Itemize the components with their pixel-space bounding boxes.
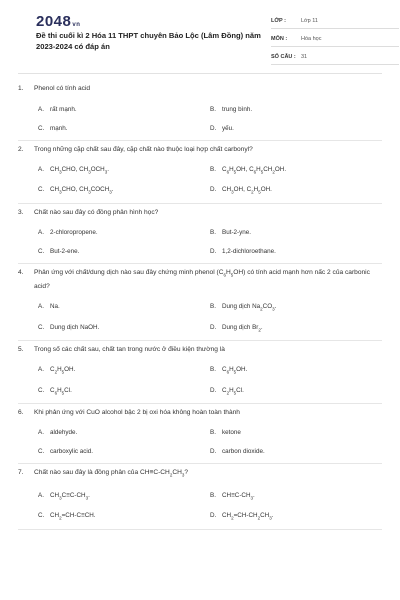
- option-text: $CH_3CHO$, $CH_3OCH_3$.: [50, 166, 109, 175]
- question-text: [18, 83, 382, 95]
- option-text: 1,2-dichloroethane.: [222, 248, 276, 255]
- option-letter: D.: [210, 323, 217, 331]
- option-letter: A.: [38, 492, 44, 500]
- document-title: Đề thi cuối kì 2 Hóa 11 THPT chuyên Bảo Lộc (Lâm Đồng) năm 2023-2024 có đáp án: [36, 31, 261, 51]
- option-letter: C.: [38, 248, 45, 255]
- answer-option-c[interactable]: [38, 448, 210, 455]
- question-stem: Phản ứng với chất/dung dịch nào sau đây chứng minh phenol $(C_6H_5OH)$ có tính acid mạnh hơn nấc 2 của carbonic acid?: [34, 269, 370, 290]
- answer-option-d[interactable]: [210, 248, 382, 255]
- answer-options: [18, 492, 382, 521]
- option-text: But-2-yne.: [222, 229, 252, 236]
- option-letter: C.: [38, 512, 45, 520]
- option-text: Dung dịch $Br_2$.: [222, 323, 263, 332]
- option-text: trung bình.: [222, 105, 253, 113]
- question-number: 2.: [18, 145, 24, 153]
- option-text: $C_6H_5Cl$.: [50, 386, 72, 395]
- question-stem: Phenol có tính acid: [34, 85, 91, 92]
- answer-option-c[interactable]: [38, 248, 210, 255]
- answer-options: [18, 166, 382, 195]
- answer-option-c[interactable]: [38, 186, 210, 194]
- option-letter: B.: [210, 492, 216, 500]
- option-letter: D.: [210, 386, 217, 394]
- option-letter: C.: [38, 386, 45, 394]
- question-3: [18, 204, 382, 265]
- option-text: But-2-ene.: [50, 248, 80, 255]
- question-stem: Trong số các chất sau, chất tan trong nước ở điều kiện thường là: [34, 345, 225, 353]
- option-letter: B.: [210, 105, 216, 113]
- option-text: $CH_3C\equiv C-CH_3$.: [50, 492, 90, 501]
- question-list: [18, 80, 382, 530]
- answer-option-b[interactable]: [210, 366, 382, 374]
- option-text: rất mạnh.: [50, 105, 77, 113]
- question-text: [18, 467, 382, 481]
- answer-option-b[interactable]: [210, 229, 382, 236]
- question-4: [18, 264, 382, 341]
- question-text: [18, 207, 382, 219]
- question-7: [18, 464, 382, 529]
- answer-option-b[interactable]: [210, 106, 382, 113]
- question-number: 7.: [18, 469, 24, 477]
- option-text: aldehyde.: [50, 429, 78, 437]
- answer-option-d[interactable]: [210, 448, 382, 455]
- option-text: $CH_3CHO$, $CH_3COCH_3$.: [50, 186, 114, 195]
- option-text: $CH_2=CH-C\equiv CH$.: [50, 512, 96, 521]
- option-text: $CH_3OH$, $C_2H_5OH$.: [222, 186, 272, 195]
- question-stem: Trong những cặp chất sau đây, cặp chất nào thuộc loại hợp chất carbonyl?: [34, 145, 253, 153]
- option-text: $C_2H_5Cl$.: [222, 386, 244, 395]
- option-letter: D.: [210, 186, 217, 194]
- option-letter: D.: [210, 448, 217, 456]
- answer-options: [18, 366, 382, 395]
- option-text: $C_2H_5OH$.: [50, 366, 76, 375]
- option-text: $CH_2=CH-CH_2CH_3$.: [222, 512, 274, 521]
- option-letter: B.: [210, 229, 216, 236]
- answer-option-a[interactable]: [38, 166, 210, 174]
- answer-option-b[interactable]: [210, 492, 382, 500]
- option-letter: C.: [38, 186, 45, 194]
- option-text: 2-chloropropene.: [50, 229, 98, 236]
- option-letter: A.: [38, 105, 44, 113]
- header-divider: [18, 73, 382, 74]
- document-meta: [271, 13, 399, 67]
- question-number: 1.: [18, 85, 24, 92]
- option-letter: A.: [38, 429, 44, 437]
- question-5: [18, 341, 382, 404]
- meta-question-count: SỐ CÂU : 31: [271, 49, 399, 65]
- option-letter: B.: [210, 429, 216, 437]
- option-text: ketone: [222, 429, 241, 437]
- option-letter: D.: [210, 124, 217, 132]
- answer-option-d[interactable]: [210, 512, 382, 520]
- answer-options: [18, 106, 382, 132]
- option-letter: A.: [38, 366, 44, 374]
- option-text: $CH\equiv C-CH_3$.: [222, 492, 255, 501]
- answer-option-a[interactable]: [38, 303, 210, 311]
- question-number: 3.: [18, 208, 24, 216]
- question-number: 6.: [18, 408, 24, 416]
- option-text: $C_6H_5OH$.: [222, 366, 248, 375]
- answer-options: [18, 229, 382, 255]
- answer-option-b[interactable]: [210, 303, 382, 311]
- document-header: [18, 0, 382, 68]
- option-letter: C.: [38, 448, 45, 456]
- question-text: [18, 407, 382, 419]
- answer-option-d[interactable]: [210, 324, 382, 332]
- option-text: $C_6H_5OH$, $C_6H_5CH_2OH$.: [222, 166, 287, 175]
- answer-option-c[interactable]: [38, 512, 210, 520]
- meta-class: LỚP : Lớp 11: [271, 13, 399, 29]
- answer-option-d[interactable]: [210, 186, 382, 194]
- answer-option-c[interactable]: [38, 387, 210, 395]
- question-text: [18, 144, 382, 156]
- answer-option-c[interactable]: [38, 324, 210, 332]
- question-text: [18, 267, 382, 292]
- option-letter: D.: [210, 248, 217, 255]
- answer-option-d[interactable]: [210, 387, 382, 395]
- question-stem: Khi phản ứng với CuO alcohol bậc 2 bị oxi hóa không hoàn toàn thành: [34, 408, 240, 416]
- answer-option-a[interactable]: [38, 429, 210, 436]
- option-letter: A.: [38, 166, 44, 173]
- option-letter: B.: [210, 166, 216, 173]
- answer-option-a[interactable]: [38, 366, 210, 374]
- question-6: [18, 404, 382, 465]
- answer-option-c[interactable]: [38, 125, 210, 132]
- option-letter: B.: [210, 366, 216, 374]
- option-text: yếu.: [222, 124, 234, 132]
- answer-option-b[interactable]: [210, 166, 382, 174]
- question-text: [18, 344, 382, 356]
- option-letter: A.: [38, 229, 44, 236]
- site-logo[interactable]: 2048vn: [36, 13, 81, 30]
- question-number: 5.: [18, 345, 24, 353]
- answer-option-a[interactable]: [38, 492, 210, 500]
- answer-option-a[interactable]: [38, 229, 210, 236]
- answer-options: [18, 429, 382, 455]
- option-text: carboxylic acid.: [50, 448, 94, 456]
- answer-options: [18, 303, 382, 332]
- option-letter: C.: [38, 323, 45, 331]
- option-text: mạnh.: [50, 124, 68, 132]
- answer-option-d[interactable]: [210, 125, 382, 132]
- option-letter: B.: [210, 303, 216, 311]
- question-stem: Chất nào sau đây là đồng phân của $CH\equiv C-CH_2CH_3$?: [34, 469, 189, 478]
- question-1: [18, 80, 382, 141]
- option-text: Dung dịch NaOH.: [50, 323, 100, 331]
- question-stem: Chất nào sau đây có đồng phân hình học?: [34, 208, 159, 216]
- meta-subject: MÔN : Hóa học: [271, 31, 399, 47]
- option-text: Na.: [50, 303, 60, 311]
- option-letter: D.: [210, 512, 217, 520]
- question-number: 4.: [18, 269, 24, 276]
- answer-option-a[interactable]: [38, 106, 210, 113]
- option-letter: A.: [38, 303, 44, 311]
- answer-option-b[interactable]: [210, 429, 382, 436]
- option-text: Dung dịch $Na_2CO_3$.: [222, 303, 277, 312]
- question-2: [18, 141, 382, 204]
- option-text: carbon dioxide.: [222, 448, 265, 456]
- option-letter: C.: [38, 124, 45, 132]
